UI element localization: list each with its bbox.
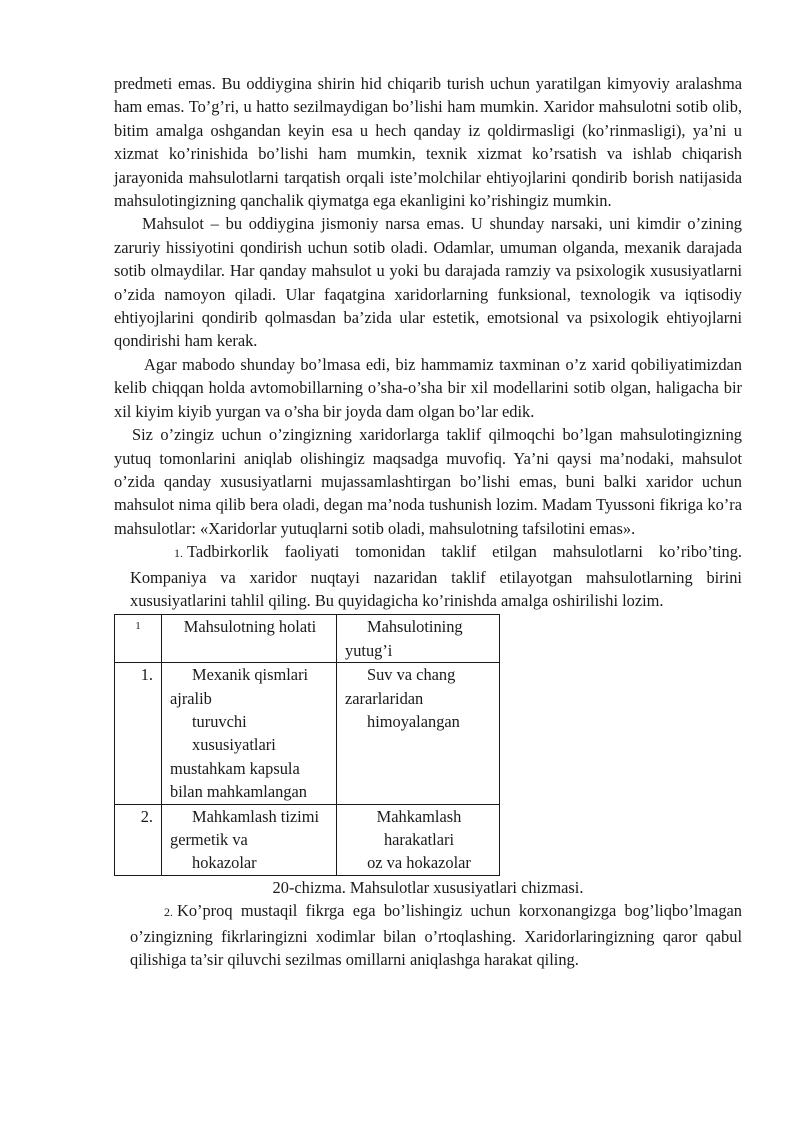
table-row-num: 2.	[115, 804, 162, 875]
paragraph-1: predmeti emas. Bu oddiygina shirin hid chiqarib turish uchun yaratilgan kimyoviy aralashma ham emas. To’g’ri, u hatto sezilmaydigan bo’lishi ham mumkin. Xaridor mahsulotni sotib olib, bitim amalga oshgandan keyin esa u hech qanday iz qoldirmasligi (ko’rinmasligi), ya’ni u xizmat ko’rinishida bo’lishi ham mumkin, texnik xizmat ko’rsatish va ishlab chiqarish jarayonida mahsulotlarni tarqatish orqali iste’molchilar ehtiyojlarini qondirib borish natijasida mahsulotingizning qanchalik qiymatga ega ekanligini ko’rishingiz mumkin.	[114, 74, 742, 211]
table-row	[115, 804, 500, 875]
list-item-1	[114, 540, 742, 612]
table-cell-state: Mexanik qismlari ajralib turuvchi xususiyatlari mustahkam kapsula bilan mahkamlangan	[162, 663, 337, 804]
table-header-state: Mahsulotning holati	[162, 615, 337, 663]
paragraph-4: Siz o’zingiz uchun o’zingizning xaridorlarga taklif qilmoqchi bo’lgan mahsulotingizning yutuq tomonlarini aniqlab olishingiz maqsadga muvofiq. Ya’ni qaysi ma’nodaki, mahsulot o’zida qanday xususiyatlarni mujassamlashtirgan bo’lishi emas, buni balki xaridor uchun mahsulot nima qilib bera oladi, degan ma’noda tushunish lozim. Madam Tyussoni fikriga ko’ra mahsulotlar: «Xaridorlar yutuqlarni sotib oladi, mahsulotning tafsilotini emas».	[114, 425, 742, 538]
table-row-num: 1.	[115, 663, 162, 804]
list-item-1-text: Tadbirkorlik faoliyati tomonidan taklif etilgan mahsulotlarni ko’ribo’ting. Kompaniya va xaridor nuqtayi nazaridan taklif etilayotgan mahsulotlarning birini xususiyatlarini tahlil qiling. Bu quyidagicha ko’rinishda amalga oshirilishi lozim.	[130, 542, 742, 610]
features-table	[114, 614, 500, 875]
list-item-2-text: Ko’proq mustaqil fikrga ega bo’lishingiz uchun korxonangizga bog’liqbo’lmagan o’zingizning fikrlaringizni xodimlar bilan o’rtoqlashing. Xaridorlaringizning qaror qabul qilishiga ta’sir qiluvchi sezilmas omillarni aniqlashga harakat qiling.	[130, 901, 742, 970]
table-cell-advantage: Suv va chang zararlaridan himoyalangan	[337, 663, 500, 804]
list-item-1-number: 1.	[174, 546, 183, 561]
table-header-num: 1	[115, 615, 162, 663]
table-cell-state: Mahkamlash tizimi germetik va hokazolar	[162, 804, 337, 875]
figure-caption: 20-chizma. Mahsulotlar xususiyatlari chizmasi.	[272, 877, 584, 897]
paragraph-2: Mahsulot – bu oddiygina jismoniy narsa emas. U shunday narsaki, uni kimdir o’zining zaruriy hissiyotini qondirish uchun sotib oladi. Odamlar, umuman olganda, mexanik darajada sotib olmaydilar. Har qanday mahsulot u yoki bu darajada ramziy va psixologik xususiyatlarni o’zida namoyon qiladi. Ular faqatgina xaridorlarning funksional, texnologik va iqtisodiy ehtiyojlarini qondirib qolmasdan ba’zida ular estetik, emotsional va psixologik ehtiyojlarni qondirishi ham kerak.	[114, 214, 742, 351]
table-header-row	[115, 615, 500, 663]
table-header-advantage: Mahsulotining yutug’i	[337, 615, 500, 663]
table-cell-advantage: Mahkamlash harakatlari oz va hokazolar	[337, 804, 500, 875]
list-item-2-number: 2.	[164, 905, 173, 920]
table-row	[115, 663, 500, 804]
document-page	[114, 72, 742, 971]
paragraph-3: Agar mabodo shunday bo’lmasa edi, biz hammamiz taxminan o’z xarid qobiliyatimizdan kelib chiqqan holda avtomobillarning o’sha-o’sha bir xil modellarini sotib olgan, haligacha bir xil kiyim kiyib yurgan va o’sha bir joyda dam olgan bo’lar edik.	[114, 354, 742, 421]
list-item-2	[114, 899, 742, 971]
